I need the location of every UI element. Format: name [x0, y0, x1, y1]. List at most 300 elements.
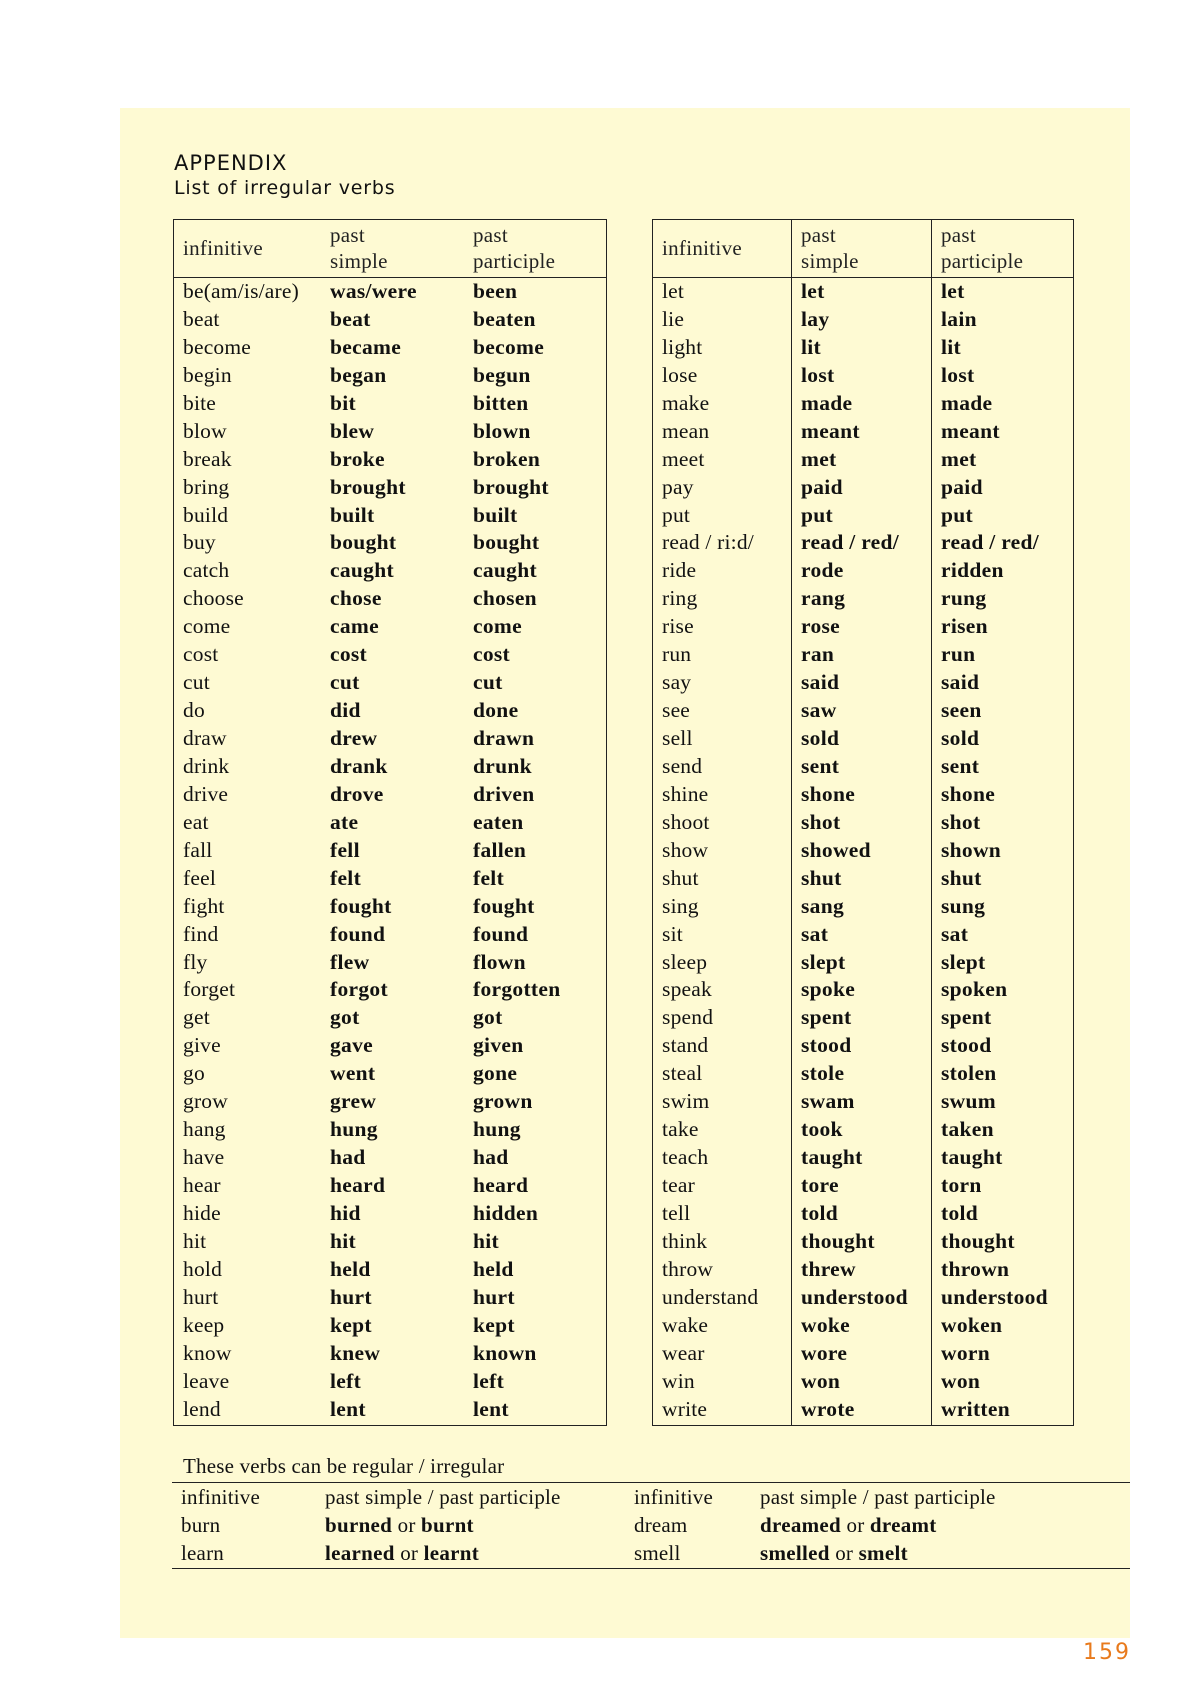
past-simple-cell: brought	[330, 474, 406, 499]
past-participle-cell: chosen	[473, 586, 537, 611]
past-participle-cell: begun	[473, 362, 531, 387]
past-participle-cell: forgotten	[473, 977, 561, 1002]
header-past-simple: past simple	[330, 223, 388, 273]
table-row	[174, 781, 606, 809]
table-row	[653, 446, 1073, 474]
infinitive-cell: rise	[662, 614, 694, 639]
regular-header-infinitive-right: infinitive	[634, 1485, 713, 1509]
infinitive-cell: hang	[183, 1117, 226, 1142]
table-row	[653, 613, 1073, 641]
table-row	[174, 669, 606, 697]
header-infinitive: infinitive	[183, 236, 263, 260]
table-row	[653, 753, 1073, 781]
past-simple-cell: fought	[330, 893, 392, 918]
past-participle-cell: held	[473, 1256, 514, 1281]
past-simple-cell: chose	[330, 586, 382, 611]
past-simple-cell: beat	[330, 306, 371, 331]
infinitive-cell: hurt	[183, 1284, 219, 1309]
past-simple-cell: kept	[330, 1312, 372, 1337]
table-row	[653, 949, 1073, 977]
table-row	[174, 725, 606, 753]
infinitive-cell: lose	[662, 362, 698, 387]
past-participle-cell: grown	[473, 1089, 533, 1114]
past-simple-cell: knew	[330, 1340, 381, 1365]
infinitive-cell: find	[183, 921, 219, 946]
infinitive-cell: drink	[183, 753, 230, 778]
table-row	[174, 362, 606, 390]
past-participle-cell: done	[473, 698, 519, 723]
infinitive-cell: cost	[183, 642, 219, 667]
regular-header-infinitive-left: infinitive	[181, 1485, 260, 1509]
infinitive-cell: swim	[662, 1089, 710, 1114]
table-row	[653, 809, 1073, 837]
infinitive-cell: wear	[662, 1340, 705, 1365]
infinitive-cell: become	[183, 334, 252, 359]
table-row	[174, 1032, 606, 1060]
table-row	[174, 474, 606, 502]
infinitive-cell: buy	[183, 530, 216, 555]
past-participle-cell: heard	[473, 1173, 529, 1197]
table-row	[653, 837, 1073, 865]
past-simple-cell: woke	[801, 1312, 850, 1337]
past-participle-cell: put	[941, 502, 973, 527]
past-simple-cell: sold	[801, 726, 840, 750]
infinitive-cell: have	[183, 1145, 225, 1170]
table-row	[653, 1340, 1073, 1368]
table-row	[174, 1368, 606, 1396]
infinitive-cell: meet	[662, 446, 705, 471]
table-row	[174, 1340, 606, 1368]
past-participle-cell: caught	[473, 558, 537, 583]
past-participle-cell: thought	[941, 1228, 1015, 1253]
table-row	[174, 1228, 606, 1256]
past-participle-cell: meant	[941, 418, 1000, 443]
past-simple-cell: sat	[801, 921, 829, 946]
past-participle-cell: lent	[473, 1396, 509, 1421]
past-simple-cell: told	[801, 1200, 839, 1225]
past-participle-cell: shown	[941, 837, 1002, 862]
table-row	[174, 893, 606, 921]
past-participle-cell: got	[473, 1005, 503, 1030]
past-simple-cell: rang	[801, 586, 846, 611]
past-participle-cell: swum	[941, 1089, 996, 1114]
past-participle-cell: lost	[941, 362, 975, 387]
infinitive-cell: speak	[662, 977, 712, 1002]
past-participle-cell: read / red/	[941, 530, 1040, 555]
past-participle-cell: fought	[473, 893, 535, 918]
infinitive-cell: grow	[183, 1089, 228, 1114]
infinitive-cell: read / ri:d/	[662, 530, 754, 555]
past-participle-cell: lain	[941, 306, 977, 331]
infinitive-cell: wake	[662, 1312, 709, 1337]
past-participle-cell: taught	[941, 1145, 1003, 1170]
past-participle-cell: driven	[473, 781, 535, 806]
past-participle-cell: been	[473, 279, 518, 303]
infinitive-cell: get	[183, 1005, 210, 1030]
table-row	[174, 976, 606, 1004]
regular-header-forms-left: past simple / past participle	[325, 1485, 561, 1509]
past-participle-cell: seen	[941, 698, 982, 723]
past-simple-cell: met	[801, 446, 837, 471]
past-simple-cell: understood	[801, 1284, 908, 1309]
past-simple-cell: read / red/	[801, 530, 900, 555]
past-simple-cell: lay	[801, 306, 830, 331]
table-row	[653, 893, 1073, 921]
infinitive-cell: put	[662, 502, 691, 527]
past-simple-cell: went	[330, 1061, 376, 1086]
past-simple-cell: began	[330, 362, 387, 387]
infinitive-cell: hear	[183, 1173, 221, 1197]
table-row	[653, 1228, 1073, 1256]
infinitive-cell: throw	[662, 1256, 714, 1281]
past-simple-cell: sang	[801, 893, 845, 918]
table-row	[174, 1088, 606, 1116]
irregular-verbs-table-left	[173, 219, 607, 1426]
past-participle-cell: broken	[473, 446, 541, 471]
past-participle-cell: worn	[941, 1340, 990, 1365]
past-simple-cell: taught	[801, 1145, 863, 1170]
header-infinitive: infinitive	[662, 236, 742, 260]
past-simple-cell: drank	[330, 753, 388, 778]
past-simple-cell: showed	[801, 837, 871, 862]
table-row	[174, 1200, 606, 1228]
table-row	[174, 585, 606, 613]
table-row	[653, 725, 1073, 753]
table-row	[653, 1088, 1073, 1116]
regular-section-caption: These verbs can be regular / irregular	[183, 1454, 505, 1478]
past-simple-cell: had	[330, 1145, 366, 1170]
infinitive-cell: take	[662, 1117, 699, 1142]
past-participle-cell: gone	[473, 1061, 518, 1086]
past-participle-cell: won	[941, 1368, 981, 1393]
past-simple-cell: forgot	[330, 977, 388, 1002]
past-participle-cell: thrown	[941, 1256, 1010, 1281]
infinitive-cell: break	[183, 446, 232, 471]
table-row	[174, 837, 606, 865]
past-participle-cell: risen	[941, 614, 988, 639]
regular-header-forms-right: past simple / past participle	[760, 1485, 996, 1509]
infinitive-cell: beat	[183, 306, 220, 331]
table-row	[653, 1172, 1073, 1200]
past-simple-cell: spoke	[801, 977, 856, 1002]
infinitive-cell: run	[662, 642, 692, 667]
table-row	[174, 557, 606, 585]
table-row	[653, 1004, 1073, 1032]
past-participle-cell: written	[941, 1396, 1010, 1421]
past-simple-cell: stood	[801, 1033, 852, 1058]
past-simple-cell: spent	[801, 1005, 852, 1030]
table-row	[174, 1144, 606, 1172]
infinitive-cell: fly	[183, 949, 208, 974]
table-row	[174, 334, 606, 362]
past-participle-cell: slept	[941, 949, 986, 974]
regular-verb-forms: learned or learnt	[325, 1541, 480, 1565]
past-simple-cell: got	[330, 1005, 360, 1030]
past-simple-cell: was/were	[330, 279, 417, 303]
table-row	[653, 1256, 1073, 1284]
past-simple-cell: grew	[330, 1089, 377, 1114]
infinitive-cell: tell	[662, 1200, 691, 1225]
past-simple-cell: came	[330, 614, 379, 639]
infinitive-cell: understand	[662, 1284, 759, 1309]
past-participle-cell: stolen	[941, 1061, 997, 1086]
table-row	[174, 921, 606, 949]
past-simple-cell: hit	[330, 1228, 356, 1253]
table-row	[653, 1116, 1073, 1144]
infinitive-cell: hold	[183, 1256, 223, 1281]
infinitive-cell: ride	[662, 558, 697, 583]
table-row	[653, 334, 1073, 362]
past-simple-cell: hung	[330, 1117, 378, 1142]
past-participle-cell: eaten	[473, 809, 524, 834]
infinitive-cell: lend	[183, 1396, 221, 1421]
past-participle-cell: sent	[941, 753, 980, 778]
past-participle-cell: met	[941, 446, 977, 471]
past-simple-cell: hid	[330, 1200, 361, 1225]
page-number: 159	[1083, 1640, 1131, 1665]
infinitive-cell: shine	[662, 781, 709, 806]
past-participle-cell: shut	[941, 865, 982, 890]
past-simple-cell: shot	[801, 809, 841, 834]
past-participle-cell: come	[473, 614, 522, 639]
infinitive-cell: feel	[183, 865, 217, 890]
table-row	[653, 641, 1073, 669]
infinitive-cell: drive	[183, 781, 229, 806]
infinitive-cell: send	[662, 753, 703, 778]
infinitive-cell: mean	[662, 418, 710, 443]
past-participle-cell: ridden	[941, 558, 1004, 583]
infinitive-cell: bite	[183, 390, 217, 415]
infinitive-cell: do	[183, 698, 205, 723]
infinitive-cell: let	[662, 279, 685, 303]
table-row	[174, 390, 606, 418]
infinitive-cell: sing	[662, 893, 699, 918]
infinitive-cell: know	[183, 1340, 232, 1365]
past-participle-cell: felt	[473, 865, 505, 890]
regular-verb-infinitive: learn	[181, 1541, 224, 1565]
past-simple-cell: cost	[330, 642, 368, 667]
appendix-subtitle: List of irregular verbs	[174, 177, 396, 199]
past-participle-cell: bought	[473, 530, 540, 555]
table-row	[174, 529, 606, 557]
past-simple-cell: felt	[330, 865, 362, 890]
past-simple-cell: rode	[801, 558, 844, 583]
infinitive-cell: fall	[183, 837, 213, 862]
irregular-verbs-table-right	[652, 219, 1074, 1426]
past-simple-cell: let	[801, 279, 825, 303]
past-participle-cell: found	[473, 921, 529, 946]
regular-verb-infinitive: smell	[634, 1541, 681, 1565]
infinitive-cell: fight	[183, 893, 225, 918]
table-row	[653, 502, 1073, 530]
table-row	[653, 1032, 1073, 1060]
table-row	[653, 865, 1073, 893]
table-row	[653, 306, 1073, 334]
header-past-simple: past simple	[801, 223, 859, 273]
infinitive-cell: hit	[183, 1228, 207, 1253]
past-participle-cell: cost	[473, 642, 511, 667]
past-simple-cell: took	[801, 1117, 843, 1142]
past-simple-cell: saw	[801, 698, 837, 723]
table-row	[174, 613, 606, 641]
past-participle-cell: lit	[941, 334, 962, 359]
table-row	[653, 362, 1073, 390]
past-simple-cell: shone	[801, 781, 856, 806]
past-simple-cell: became	[330, 334, 402, 359]
table-row	[174, 809, 606, 837]
past-participle-cell: brought	[473, 474, 549, 499]
infinitive-cell: teach	[662, 1145, 709, 1170]
table-row	[653, 976, 1073, 1004]
infinitive-cell: give	[183, 1033, 221, 1058]
appendix-title: APPENDIX	[174, 151, 288, 175]
table-row	[174, 306, 606, 334]
infinitive-cell: choose	[183, 586, 244, 611]
past-simple-cell: broke	[330, 446, 385, 471]
past-participle-cell: sold	[941, 726, 980, 750]
table-row	[653, 1200, 1073, 1228]
header-past-participle: past participle	[941, 223, 1024, 273]
past-participle-cell: cut	[473, 670, 503, 695]
past-simple-cell: lent	[330, 1396, 366, 1421]
infinitive-cell: go	[183, 1061, 205, 1086]
past-simple-cell: bit	[330, 390, 356, 415]
table-row	[174, 1116, 606, 1144]
past-simple-cell: won	[801, 1368, 841, 1393]
past-participle-cell: left	[473, 1368, 505, 1393]
infinitive-cell: steal	[662, 1061, 703, 1086]
infinitive-cell: catch	[183, 558, 230, 583]
infinitive-cell: spend	[662, 1005, 714, 1030]
infinitive-cell: build	[183, 502, 229, 527]
table-row	[174, 1256, 606, 1284]
header-past-participle: past participle	[473, 223, 556, 273]
table-row	[653, 781, 1073, 809]
regular-verb-forms: burned or burnt	[325, 1513, 474, 1537]
past-simple-cell: made	[801, 390, 853, 415]
past-participle-cell: blown	[473, 418, 531, 443]
infinitive-cell: leave	[183, 1368, 230, 1393]
past-participle-cell: rung	[941, 586, 987, 611]
regular-verb-forms: dreamed or dreamt	[760, 1513, 937, 1537]
infinitive-cell: keep	[183, 1312, 225, 1337]
past-simple-cell: did	[330, 698, 361, 723]
table-row	[174, 1060, 606, 1088]
table-row	[653, 1060, 1073, 1088]
past-simple-cell: tore	[801, 1173, 839, 1197]
past-participle-cell: hit	[473, 1228, 499, 1253]
past-participle-cell: built	[473, 502, 518, 527]
table-row	[653, 278, 1073, 306]
infinitive-cell: show	[662, 837, 709, 862]
table-row	[653, 529, 1073, 557]
past-simple-cell: gave	[330, 1033, 373, 1058]
infinitive-cell: tear	[662, 1173, 696, 1197]
past-participle-cell: said	[941, 670, 980, 695]
table-row	[653, 1396, 1073, 1424]
infinitive-cell: write	[662, 1396, 708, 1421]
past-participle-cell: kept	[473, 1312, 515, 1337]
table-row	[174, 1396, 606, 1424]
infinitive-cell: begin	[183, 362, 232, 387]
past-simple-cell: wrote	[801, 1396, 855, 1421]
table-row	[174, 865, 606, 893]
infinitive-cell: sleep	[662, 949, 708, 974]
past-participle-cell: drunk	[473, 753, 532, 778]
table-row	[174, 446, 606, 474]
divider-line	[172, 1568, 1130, 1569]
table-row	[653, 1312, 1073, 1340]
past-participle-cell: paid	[941, 474, 983, 499]
table-header	[174, 220, 606, 278]
infinitive-cell: come	[183, 614, 231, 639]
past-participle-cell: become	[473, 334, 545, 359]
infinitive-cell: light	[662, 334, 703, 359]
past-simple-cell: meant	[801, 418, 860, 443]
past-simple-cell: bought	[330, 530, 397, 555]
table-row	[174, 949, 606, 977]
table-body	[174, 278, 606, 1423]
page-heading	[174, 150, 395, 200]
infinitive-cell: say	[662, 670, 692, 695]
past-participle-cell: woken	[941, 1312, 1003, 1337]
past-simple-cell: thought	[801, 1228, 875, 1253]
past-simple-cell: flew	[330, 949, 370, 974]
table-body	[653, 278, 1073, 1423]
past-simple-cell: sent	[801, 753, 840, 778]
regular-verb-infinitive: burn	[181, 1513, 221, 1537]
past-participle-cell: torn	[941, 1173, 982, 1197]
past-participle-cell: taken	[941, 1117, 994, 1142]
past-participle-cell: hung	[473, 1117, 521, 1142]
past-simple-cell: cut	[330, 670, 360, 695]
past-simple-cell: threw	[801, 1256, 856, 1281]
past-participle-cell: understood	[941, 1284, 1048, 1309]
past-simple-cell: said	[801, 670, 840, 695]
table-row	[653, 474, 1073, 502]
table-row	[174, 1312, 606, 1340]
table-row	[174, 502, 606, 530]
past-participle-cell: beaten	[473, 306, 536, 331]
table-row	[653, 1368, 1073, 1396]
past-simple-cell: caught	[330, 558, 394, 583]
past-participle-cell: bitten	[473, 390, 529, 415]
table-row	[174, 697, 606, 725]
past-simple-cell: ate	[330, 809, 359, 834]
infinitive-cell: forget	[183, 977, 236, 1002]
regular-verb-forms: smelled or smelt	[760, 1541, 908, 1565]
table-row	[174, 278, 606, 306]
past-simple-cell: left	[330, 1368, 362, 1393]
past-simple-cell: lost	[801, 362, 835, 387]
past-simple-cell: stole	[801, 1061, 845, 1086]
past-simple-cell: slept	[801, 949, 846, 974]
infinitive-cell: ring	[662, 586, 698, 611]
past-participle-cell: had	[473, 1145, 509, 1170]
table-row	[653, 697, 1073, 725]
past-simple-cell: blew	[330, 418, 375, 443]
regular-verb-infinitive: dream	[634, 1513, 688, 1537]
past-simple-cell: rose	[801, 614, 841, 639]
table-row	[653, 557, 1073, 585]
past-simple-cell: ran	[801, 642, 835, 667]
infinitive-cell: see	[662, 698, 691, 723]
past-participle-cell: told	[941, 1200, 979, 1225]
past-participle-cell: made	[941, 390, 993, 415]
infinitive-cell: blow	[183, 418, 227, 443]
past-participle-cell: spoken	[941, 977, 1008, 1002]
table-row	[653, 1284, 1073, 1312]
